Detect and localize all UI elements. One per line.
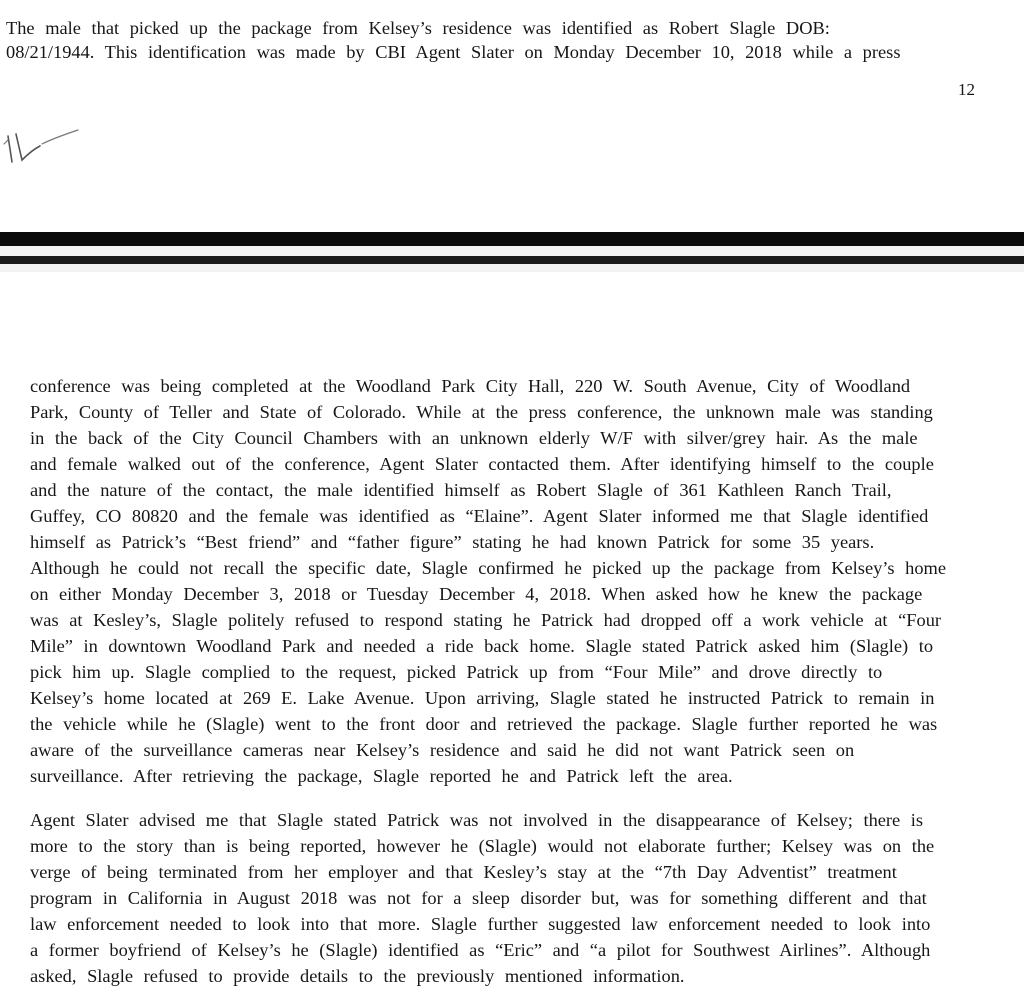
page-number: 12 — [958, 80, 975, 99]
paragraph-1-line-8: Although he could not recall the specific date, Slagle confirmed he picked up the package from Kelsey’s home — [30, 558, 947, 578]
paragraph-1-line-16: surveillance. After retrieving the package, Slagle reported he and Patrick left the area. — [30, 766, 733, 786]
top-text-line-2: 08/21/1944. This identification was made by CBI Agent Slater on Monday December 10, 2018 while a press — [6, 42, 901, 62]
paragraph-2-line-3: verge of being terminated from her employer and that Kesley’s stay at the “7th Day Adventist” treatment — [30, 862, 897, 882]
page-separator — [0, 232, 1024, 272]
paragraph-1-line-12: pick him up. Slagle complied to the request, picked Patrick up from “Four Mile” and drove directly to — [30, 662, 883, 682]
paragraph-1-line-10: was at Kesley’s, Slagle politely refused to respond stating he Patrick had dropped off a work vehicle at “Four — [30, 610, 942, 630]
paragraph-1-line-7: himself as Patrick’s “Best friend” and “father figure” stating he had known Patrick for some 35 years. — [30, 532, 875, 552]
paragraph-1-line-1: conference was being completed at the Woodland Park City Hall, 220 W. South Avenue, City of Woodland — [30, 376, 911, 396]
separator-band-thick — [0, 232, 1024, 246]
paragraph-2-line-7: asked, Slagle refused to provide details to the previously mentioned information. — [30, 966, 685, 986]
paragraph-1-line-11: Mile” in downtown Woodland Park and needed a ride back home. Slagle stated Patrick asked him (Slagle) to — [30, 636, 934, 656]
top-text-line-1: The male that picked up the package from Kelsey’s residence was identified as Robert Slagle DOB: — [6, 18, 830, 38]
paragraph-1-line-5: and the nature of the contact, the male identified himself as Robert Slagle of 361 Kathleen Ranch Trail, — [30, 480, 892, 500]
paragraph-2-line-4: program in California in August 2018 was not for a sleep disorder but, was for something different and that — [30, 888, 927, 908]
paragraph-1-line-6: Guffey, CO 80820 and the female was identified as “Elaine”. Agent Slater informed me that Slagle identified — [30, 506, 929, 526]
handwritten-initials-mark — [2, 126, 82, 168]
paragraph-1-line-13: Kelsey’s home located at 269 E. Lake Avenue. Upon arriving, Slagle stated he instructed Patrick to remain in — [30, 688, 935, 708]
paragraph-2-line-6: a former boyfriend of Kelsey’s he (Slagle) identified as “Eric” and “a pilot for Southwest Airlines”. Although — [30, 940, 931, 960]
paragraph-1-line-2: Park, County of Teller and State of Colorado. While at the press conference, the unknown male was standing — [30, 402, 933, 422]
paragraph-2-line-2: more to the story than is being reported, however he (Slagle) would not elaborate further; Kelsey was on the — [30, 836, 935, 856]
previous-page-fragment — [0, 0, 1024, 232]
paragraph-1-line-14: the vehicle while he (Slagle) went to the front door and retrieved the package. Slagle further reported he was — [30, 714, 938, 734]
paragraph-1-line-3: in the back of the City Council Chambers with an unknown elderly W/F with silver/grey hair. As the male — [30, 428, 918, 448]
separator-band-thin — [0, 256, 1024, 264]
paragraph-2-line-1: Agent Slater advised me that Slagle stated Patrick was not involved in the disappearance of Kelsey; there is — [30, 810, 924, 830]
paragraph-1-line-15: aware of the surveillance cameras near Kelsey’s residence and said he did not want Patrick seen on — [30, 740, 855, 760]
paragraph-2-line-5: law enforcement needed to look into that more. Slagle further suggested law enforcement needed to look into — [30, 914, 931, 934]
paragraph-1-line-9: on either Monday December 3, 2018 or Tuesday December 4, 2018. When asked how he knew the package — [30, 584, 923, 604]
paragraph-1-line-4: and female walked out of the conference, Agent Slater contacted them. After identifying himself to the couple — [30, 454, 934, 474]
